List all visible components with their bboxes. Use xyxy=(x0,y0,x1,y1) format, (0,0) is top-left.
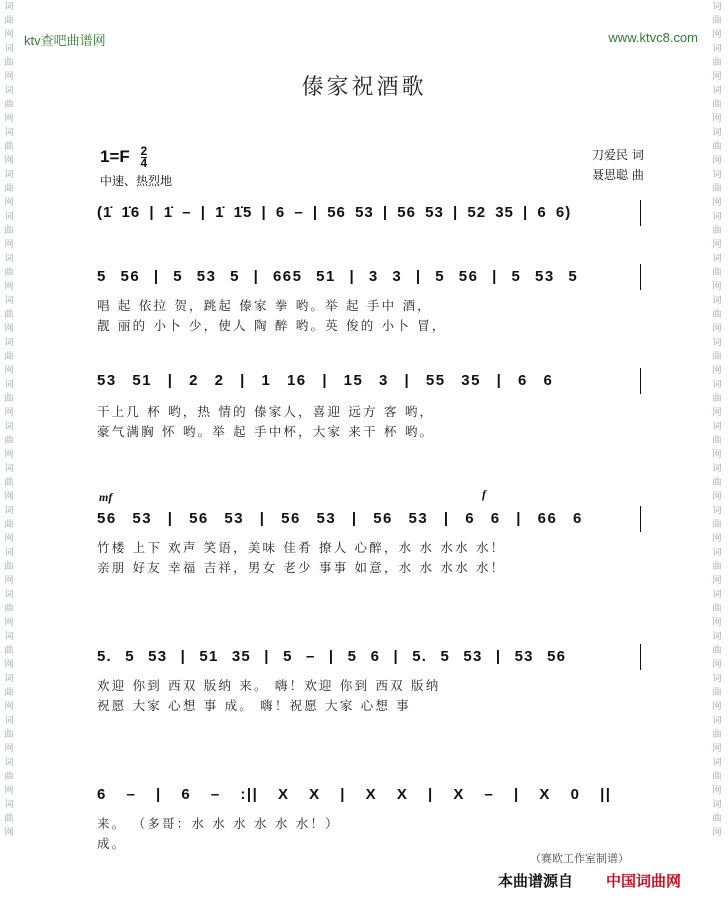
watermark-char: 词 xyxy=(712,44,722,54)
watermark-char: 网 xyxy=(4,240,14,250)
watermark-char: 网 xyxy=(712,72,722,82)
watermark-char: 曲 xyxy=(712,772,722,782)
watermark-char: 曲 xyxy=(4,226,14,236)
score-row-3 xyxy=(97,366,642,396)
watermark-char: 词 xyxy=(4,128,14,138)
watermark-char: 曲 xyxy=(4,100,14,110)
watermark-char: 曲 xyxy=(712,352,722,362)
tempo-marking: 中速、热烈地 xyxy=(100,174,173,188)
watermark-char: 曲 xyxy=(4,16,14,26)
watermark-char: 网 xyxy=(4,702,14,712)
watermark-char: 曲 xyxy=(712,562,722,572)
watermark-char: 网 xyxy=(4,618,14,628)
time-top: 2 xyxy=(140,144,148,158)
watermark-char: 曲 xyxy=(4,310,14,320)
watermark-char: 词 xyxy=(712,506,722,516)
engraver-note: （赛欧工作室制谱） xyxy=(530,852,629,865)
score-row-4-notes: 56 53 | 56 53 | 56 53 | 56 53 | 6 6 | 66 6 xyxy=(97,510,583,527)
watermark-char: 词 xyxy=(712,212,722,222)
watermark-char: 曲 xyxy=(4,394,14,404)
watermark-char: 词 xyxy=(4,212,14,222)
watermark-char: 网 xyxy=(712,828,722,838)
score-row-5-notes: 5. 5 53 | 51 35 | 5 – | 5 6 | 5. 5 53 | 53 56 xyxy=(97,648,567,665)
watermark-char: 词 xyxy=(712,2,722,12)
watermark-char: 曲 xyxy=(4,478,14,488)
watermark-char: 词 xyxy=(4,506,14,516)
watermark-char: 曲 xyxy=(712,478,722,488)
watermark-char: 网 xyxy=(712,450,722,460)
watermark-char: 网 xyxy=(4,408,14,418)
watermark-char: 词 xyxy=(712,422,722,432)
watermark-strip-right xyxy=(710,0,724,917)
watermark-char: 词 xyxy=(4,548,14,558)
watermark-char: 网 xyxy=(4,492,14,502)
score-row-3-notes: 53 51 | 2 2 | 1 16 | 15 3 | 55 35 | 6 6 xyxy=(97,372,554,389)
watermark-char: 网 xyxy=(712,282,722,292)
site-url-right[interactable]: www.ktvc8.com xyxy=(608,30,698,45)
watermark-char: 词 xyxy=(712,254,722,264)
watermark-char: 网 xyxy=(712,366,722,376)
watermark-char: 网 xyxy=(712,492,722,502)
watermark-char: 词 xyxy=(712,632,722,642)
watermark-char: 网 xyxy=(4,786,14,796)
watermark-char: 网 xyxy=(712,576,722,586)
score-row-2 xyxy=(97,262,642,292)
watermark-char: 网 xyxy=(4,660,14,670)
watermark-char: 网 xyxy=(4,576,14,586)
source-label: 本曲谱源自 xyxy=(498,872,574,890)
watermark-char: 曲 xyxy=(712,16,722,26)
watermark-char: 网 xyxy=(712,30,722,40)
watermark-char: 网 xyxy=(4,198,14,208)
score-row-2-notes: 5 56 | 5 53 5 | 665 51 | 3 3 | 5 56 | 5 53 5 xyxy=(97,268,579,285)
watermark-char: 网 xyxy=(4,828,14,838)
score-row-4 xyxy=(97,504,642,534)
watermark-char: 曲 xyxy=(4,268,14,278)
watermark-char: 曲 xyxy=(4,562,14,572)
watermark-char: 词 xyxy=(4,590,14,600)
composer-credit: 聂思聪 曲 xyxy=(592,168,644,182)
barline xyxy=(640,264,641,290)
lyric-row-6-verse-1: 来。 （多哥：水 水 水 水 水 水！） xyxy=(97,816,340,831)
watermark-char: 曲 xyxy=(712,184,722,194)
watermark-char: 词 xyxy=(712,758,722,768)
watermark-char: 曲 xyxy=(4,184,14,194)
watermark-char: 词 xyxy=(4,338,14,348)
watermark-char: 网 xyxy=(712,618,722,628)
watermark-char: 曲 xyxy=(712,814,722,824)
lyric-row-5-verse-1: 欢迎 你到 西双 版纳 来。 嗨！欢迎 你到 西双 版纳 xyxy=(97,678,441,693)
watermark-char: 网 xyxy=(4,282,14,292)
watermark-char: 网 xyxy=(712,408,722,418)
watermark-char: 网 xyxy=(712,156,722,166)
watermark-char: 网 xyxy=(712,198,722,208)
watermark-char: 网 xyxy=(4,72,14,82)
watermark-char: 曲 xyxy=(4,814,14,824)
watermark-char: 词 xyxy=(712,170,722,180)
watermark-char: 网 xyxy=(712,114,722,124)
dynamic-f: f xyxy=(482,487,486,501)
watermark-char: 曲 xyxy=(4,58,14,68)
watermark-char: 曲 xyxy=(4,688,14,698)
watermark-char: 曲 xyxy=(712,58,722,68)
watermark-char: 词 xyxy=(4,44,14,54)
lyric-row-2-verse-2: 靓 丽的 小卜 少，使人 陶 醉 哟。英 俊的 小卜 冒， xyxy=(97,318,447,333)
watermark-char: 网 xyxy=(4,450,14,460)
watermark-char: 曲 xyxy=(4,646,14,656)
watermark-char: 网 xyxy=(712,702,722,712)
watermark-char: 网 xyxy=(4,114,14,124)
dynamic-mf: mf xyxy=(99,490,113,504)
watermark-char: 曲 xyxy=(712,520,722,530)
watermark-char: 网 xyxy=(712,534,722,544)
score-row-5 xyxy=(97,642,642,672)
watermark-char: 曲 xyxy=(4,436,14,446)
watermark-char: 曲 xyxy=(4,142,14,152)
watermark-char: 词 xyxy=(712,128,722,138)
watermark-char: 网 xyxy=(712,324,722,334)
watermark-char: 网 xyxy=(712,786,722,796)
barline xyxy=(640,200,641,226)
watermark-char: 曲 xyxy=(712,394,722,404)
watermark-char: 网 xyxy=(712,660,722,670)
watermark-char: 曲 xyxy=(712,688,722,698)
watermark-strip-left xyxy=(2,0,16,917)
barline xyxy=(640,644,641,670)
watermark-char: 词 xyxy=(4,800,14,810)
lyric-row-3-verse-2: 豪气满胸 怀 哟。举 起 手中杯，大家 来干 杯 哟。 xyxy=(97,424,435,439)
watermark-char: 词 xyxy=(4,2,14,12)
barline xyxy=(640,506,641,532)
watermark-char: 词 xyxy=(712,716,722,726)
song-title: 傣家祝酒歌 xyxy=(301,75,427,100)
watermark-char: 词 xyxy=(4,254,14,264)
watermark-char: 词 xyxy=(712,380,722,390)
watermark-char: 网 xyxy=(4,156,14,166)
watermark-char: 词 xyxy=(4,632,14,642)
watermark-char: 网 xyxy=(712,240,722,250)
lyric-row-4-verse-1: 竹楼 上下 欢声 笑语，美味 佳肴 撩人 心醉，水 水 水水 水！ xyxy=(97,540,506,555)
lyricist-credit: 刀爱民 词 xyxy=(592,148,644,162)
key-signature xyxy=(100,146,147,169)
watermark-char: 曲 xyxy=(712,100,722,110)
site-name-left[interactable]: ktv查吧曲谱网 xyxy=(24,33,106,48)
watermark-char: 词 xyxy=(4,380,14,390)
watermark-char: 词 xyxy=(4,86,14,96)
lyric-row-4-verse-2: 亲朋 好友 幸福 吉祥，男女 老少 事事 如意，水 水 水水 水！ xyxy=(97,560,506,575)
watermark-char: 曲 xyxy=(712,142,722,152)
watermark-char: 词 xyxy=(4,422,14,432)
watermark-char: 曲 xyxy=(712,646,722,656)
watermark-char: 词 xyxy=(712,800,722,810)
watermark-char: 词 xyxy=(4,464,14,474)
watermark-char: 曲 xyxy=(712,268,722,278)
key-label: 1=F xyxy=(100,146,130,166)
watermark-char: 词 xyxy=(4,674,14,684)
watermark-char: 词 xyxy=(712,674,722,684)
lyric-row-5-verse-2: 祝愿 大家 心想 事 成。 嗨！祝愿 大家 心想 事 xyxy=(97,698,411,713)
watermark-char: 曲 xyxy=(712,604,722,614)
watermark-char: 网 xyxy=(4,534,14,544)
watermark-char: 词 xyxy=(4,716,14,726)
watermark-char: 曲 xyxy=(4,604,14,614)
watermark-char: 词 xyxy=(712,338,722,348)
time-bottom: 4 xyxy=(140,156,148,170)
watermark-char: 曲 xyxy=(4,520,14,530)
score-row-1 xyxy=(97,198,642,228)
lyric-row-2-verse-1: 唱 起 依拉 贺，跳起 傣家 拳 哟。举 起 手中 酒， xyxy=(97,298,432,313)
watermark-char: 曲 xyxy=(712,436,722,446)
watermark-char: 曲 xyxy=(712,226,722,236)
watermark-char: 词 xyxy=(712,464,722,474)
watermark-char: 曲 xyxy=(4,352,14,362)
watermark-char: 曲 xyxy=(712,310,722,320)
watermark-char: 词 xyxy=(4,758,14,768)
score-row-6-notes: 6 – | 6 – :|| X X | X X | X – | X 0 || xyxy=(97,786,612,803)
watermark-char: 曲 xyxy=(712,730,722,740)
watermark-char: 网 xyxy=(712,744,722,754)
watermark-char: 网 xyxy=(4,324,14,334)
watermark-char: 词 xyxy=(712,86,722,96)
watermark-char: 词 xyxy=(712,548,722,558)
lyric-row-6-verse-2: 成。 xyxy=(97,836,127,851)
watermark-char: 词 xyxy=(4,170,14,180)
watermark-char: 词 xyxy=(712,590,722,600)
score-row-6 xyxy=(97,780,642,810)
barline xyxy=(640,368,641,394)
watermark-char: 网 xyxy=(4,744,14,754)
watermark-char: 网 xyxy=(4,30,14,40)
lyric-row-3-verse-1: 干上几 杯 哟，热 情的 傣家人，喜迎 远方 客 哟， xyxy=(97,404,435,419)
watermark-char: 曲 xyxy=(4,772,14,782)
time-signature xyxy=(141,146,148,169)
score-row-1-notes: (1̇ 1̇6 | 1̇ – | 1̇ 1̇5 | 6 – | 56 53 | 56 53 | 52 35 | 6 6) xyxy=(97,204,572,221)
watermark-char: 词 xyxy=(4,296,14,306)
watermark-char: 词 xyxy=(712,296,722,306)
watermark-char: 网 xyxy=(4,366,14,376)
source-site-link[interactable]: 中国词曲网 xyxy=(606,872,682,890)
watermark-char: 曲 xyxy=(4,730,14,740)
